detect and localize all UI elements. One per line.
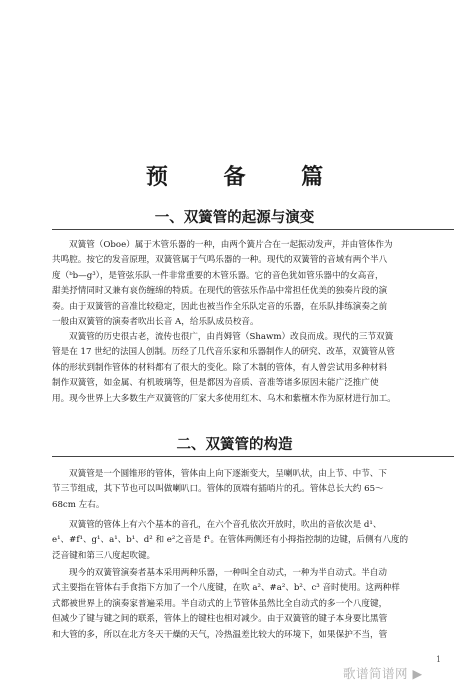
text-line: 双簧管的历史很古老，流传也很广，由肖姆管（Shawm）改良而成。现代的三节双簧	[69, 332, 394, 342]
paragraph-oboe-history	[52, 330, 454, 407]
text-line: e¹、#f¹、g¹、a¹、b¹、d² 和 e²之音是 f¹。在管体两侧还有小拇指控制的边键，后侧有八度的	[52, 535, 409, 546]
section-heading-origin: 一、双簧管的起源与演变	[154, 209, 315, 226]
text-line: 一般由双簧管的演奏者吹出长音 A，给乐队成员校音。	[52, 317, 259, 328]
text-line: 式主要指在管体右手食指下方加了一个八度键，在吹 a²、#a²、b²、c³ 音时使用。这两种样	[52, 583, 400, 594]
paragraph-oboe-body	[52, 467, 454, 513]
text-line: 但减少了键与键之间的联系，管体上的键柱也相对减少。由于双簧管的键子本身要比黑管	[52, 614, 388, 625]
section-divider	[52, 229, 454, 230]
text-line: 双簧管是一个圆锥形的管体，管体由上向下逐渐变大，呈喇叭状，由上节、中节、下	[69, 469, 387, 479]
section-divider	[52, 456, 454, 457]
text-line: 双簧管（Oboe）属于木管乐器的一种，由两个簧片合在一起振动发声，并由管体作为	[69, 240, 393, 250]
paragraph-oboe-systems	[52, 566, 454, 643]
text-line: 甜美抒情同时又兼有哀伤缠绵的特质。在现代的管弦乐作品中常担任优美的独奏片段的演	[52, 286, 388, 297]
text-line: 双簧管的管体上有六个基本的音孔，在六个音孔依次开放时，吹出的音依次是 d¹、	[69, 520, 382, 530]
paragraph-oboe-tone-holes	[52, 518, 454, 564]
text-line: 体的形状到制作管体的材料都有了很大的变化。除了木制的管体，有人曾尝试用多种材料	[52, 362, 388, 373]
text-line: 制作双簧管，如金属、有机玻璃等，但是都因为音质、音准等诸多原因未能广泛推广使	[52, 378, 379, 389]
text-line: 现今的双簧管演奏者基本采用两种乐器，一种叫全自动式，一种为半自动式。半自动	[69, 568, 387, 578]
text-line: 和大管的多，所以在北方冬天干燥的天气，冷热温差比较大的环境下，如果保护不当，管	[52, 629, 388, 640]
text-line: 节三节组成，其下节也可以叫做喇叭口。管体的顶端有插哨片的孔。管体总长大约 65～	[52, 484, 384, 495]
site-watermark: 歌谱简谱网 ▶	[343, 666, 423, 681]
paragraph-oboe-intro	[52, 238, 454, 330]
text-line: 式都被世界上的演奏家普遍采用。半自动式的上节管体虽然比全自动式的多一个八度键，	[52, 598, 388, 609]
text-line: 68cm 左右。	[52, 499, 105, 510]
page-number: 1	[436, 655, 442, 664]
page-title: 预 备 篇	[145, 164, 348, 190]
text-line: 奏。由于双簧管的音准比较稳定，因此也被当作全乐队定音的乐器，在乐队排练演奏之前	[52, 301, 388, 312]
text-line: 泛音键和第三八度起吹键。	[52, 550, 156, 561]
text-line: 用。现今世界上大多数生产双簧管的厂家大多使用红木、乌木和紫檀木作为原材进行加工。	[52, 393, 396, 404]
text-line: 共鸣腔。按它的发音原理，双簧管属于气鸣乐器的一种。现代的双簧管的音域有两个半八	[52, 255, 388, 266]
text-line: 度（ᵇb—g³），是管弦乐队一件非常重要的木管乐器。它的音色犹如管乐器中的女高音，	[52, 270, 384, 281]
text-line: 管是在 17 世纪的法国人创制。历经了几代音乐家和乐器制作人的研究、改革，双簧管从管	[52, 347, 395, 358]
section-heading-structure: 二、双簧管的构造	[176, 436, 293, 453]
